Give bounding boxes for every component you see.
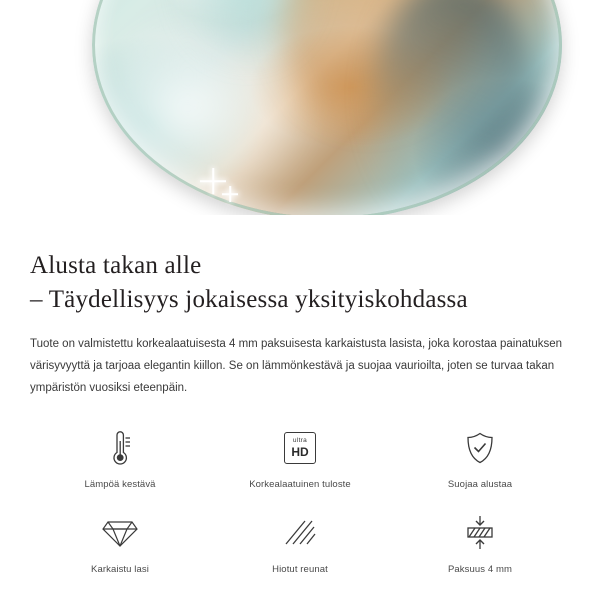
feature-label: Karkaistu lasi (91, 564, 149, 575)
feature-item (210, 425, 390, 490)
thermometer-icon (103, 425, 137, 471)
feature-label: Korkealaatuinen tuloste (249, 479, 351, 490)
thickness-arrows-icon (463, 510, 497, 556)
feature-item (30, 425, 210, 490)
ultra-hd-icon (284, 425, 316, 471)
feature-label: Hiotut reunat (272, 564, 328, 575)
ultra-hd-badge-bottom: HD (291, 444, 309, 459)
feature-item (210, 510, 390, 575)
feature-item (390, 425, 570, 490)
hero-image (0, 0, 600, 215)
diamond-icon (101, 510, 139, 556)
body-paragraph: Tuote on valmistettu korkealaatuisesta 4 mm paksuisesta karkaistusta lasista, joka korostaa painatuksen värisyvyyttä ja tarjoaa elegantin kiillon. Se on lämmönkestävä ja suojaa vaurioilta, joten se turvaa takan ympäristön vuosiksi eteenpäin. (30, 338, 563, 394)
feature-label: Paksuus 4 mm (447, 564, 513, 575)
feature-item (390, 510, 570, 575)
feature-label: Lämpöä kestävä (84, 479, 156, 490)
headline-line-2: – Täydellisyys jokaisessa yksityiskohdassa (30, 286, 468, 313)
shield-check-icon (463, 425, 497, 471)
marble-glass-disc (92, 0, 562, 215)
content-area (0, 215, 600, 575)
page-title (30, 249, 570, 317)
feature-grid (30, 425, 570, 575)
ultra-hd-badge-top: ultra (292, 437, 308, 445)
headline-line-1: Alusta takan alle (30, 252, 202, 279)
feature-item (30, 510, 210, 575)
feature-label: Suojaa alustaa (447, 479, 513, 490)
polished-edges-icon (283, 510, 317, 556)
